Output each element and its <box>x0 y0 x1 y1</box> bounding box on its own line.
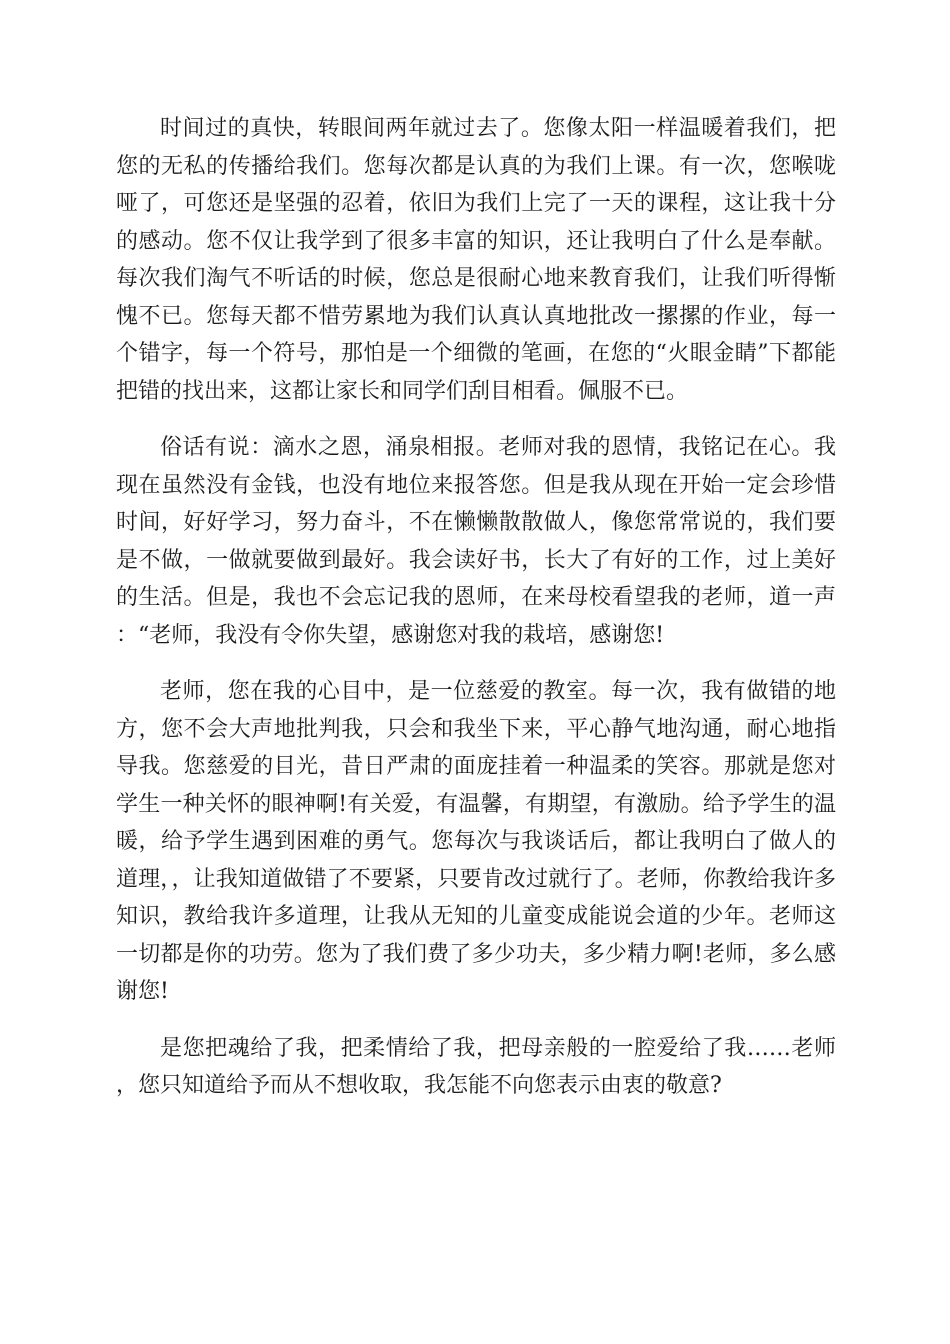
paragraph-2: 俗话有说：滴水之恩，涌泉相报。老师对我的恩情，我铭记在心。我现在虽然没有金钱，也没有地位来报答您。但是我从现在开始一定会珍惜时间，好好学习，努力奋斗，不在懒懒散散做人，像您常常说的，我们要是不做，一做就要做到最好。我会读好书，长大了有好的工作，过上美好的生活。但是，我也不会忘记我的恩师，在来母校看望我的老师，道一声：“老师，我没有令你失望，感谢您对我的栽培，感谢您! <box>116 435 836 648</box>
paragraph-3: 老师，您在我的心目中，是一位慈爱的教室。每一次，我有做错的地方，您不会大声地批判我，只会和我坐下来，平心静气地沟通，耐心地指导我。您慈爱的目光，昔日严肃的面庞挂着一种温柔的笑容。那就是您对学生一种关怀的眼神啊!有关爱，有温馨，有期望，有激励。给予学生的温暖，给予学生遇到困难的勇气。您每次与我谈话后，都让我明白了做人的道理，，让我知道做错了不要紧，只要肯改过就行了。老师，你教给我许多知识，教给我许多道理，让我从无知的儿童变成能说会道的少年。老师这一切都是你的功劳。您为了我们费了多少功夫，多少精力啊!老师，多么感谢您! <box>116 679 836 1004</box>
paragraph-1: 时间过的真快，转眼间两年就过去了。您像太阳一样温暖着我们，把您的无私的传播给我们。您每次都是认真的为我们上课。有一次，您喉咙哑了，可您还是坚强的忍着，依旧为我们上完了一天的课程，这让我十分的感动。您不仅让我学到了很多丰富的知识，还让我明白了什么是奉献。每次我们淘气不听话的时候，您总是很耐心地来教育我们，让我们听得惭愧不已。您每天都不惜劳累地为我们认真认真地批改一摞摞的作业，每一个错字，每一个符号，那怕是一个细微的笔画，在您的“火眼金睛”下都能把错的找出来，这都让家长和同学们刮目相看。佩服不已。 <box>116 116 836 404</box>
paragraph-4: 是您把魂给了我，把柔情给了我，把母亲般的一腔爱给了我……老师，您只知道给予而从不想收取，我怎能不向您表示由衷的敬意? <box>116 1035 836 1098</box>
document-page <box>116 110 836 1124</box>
